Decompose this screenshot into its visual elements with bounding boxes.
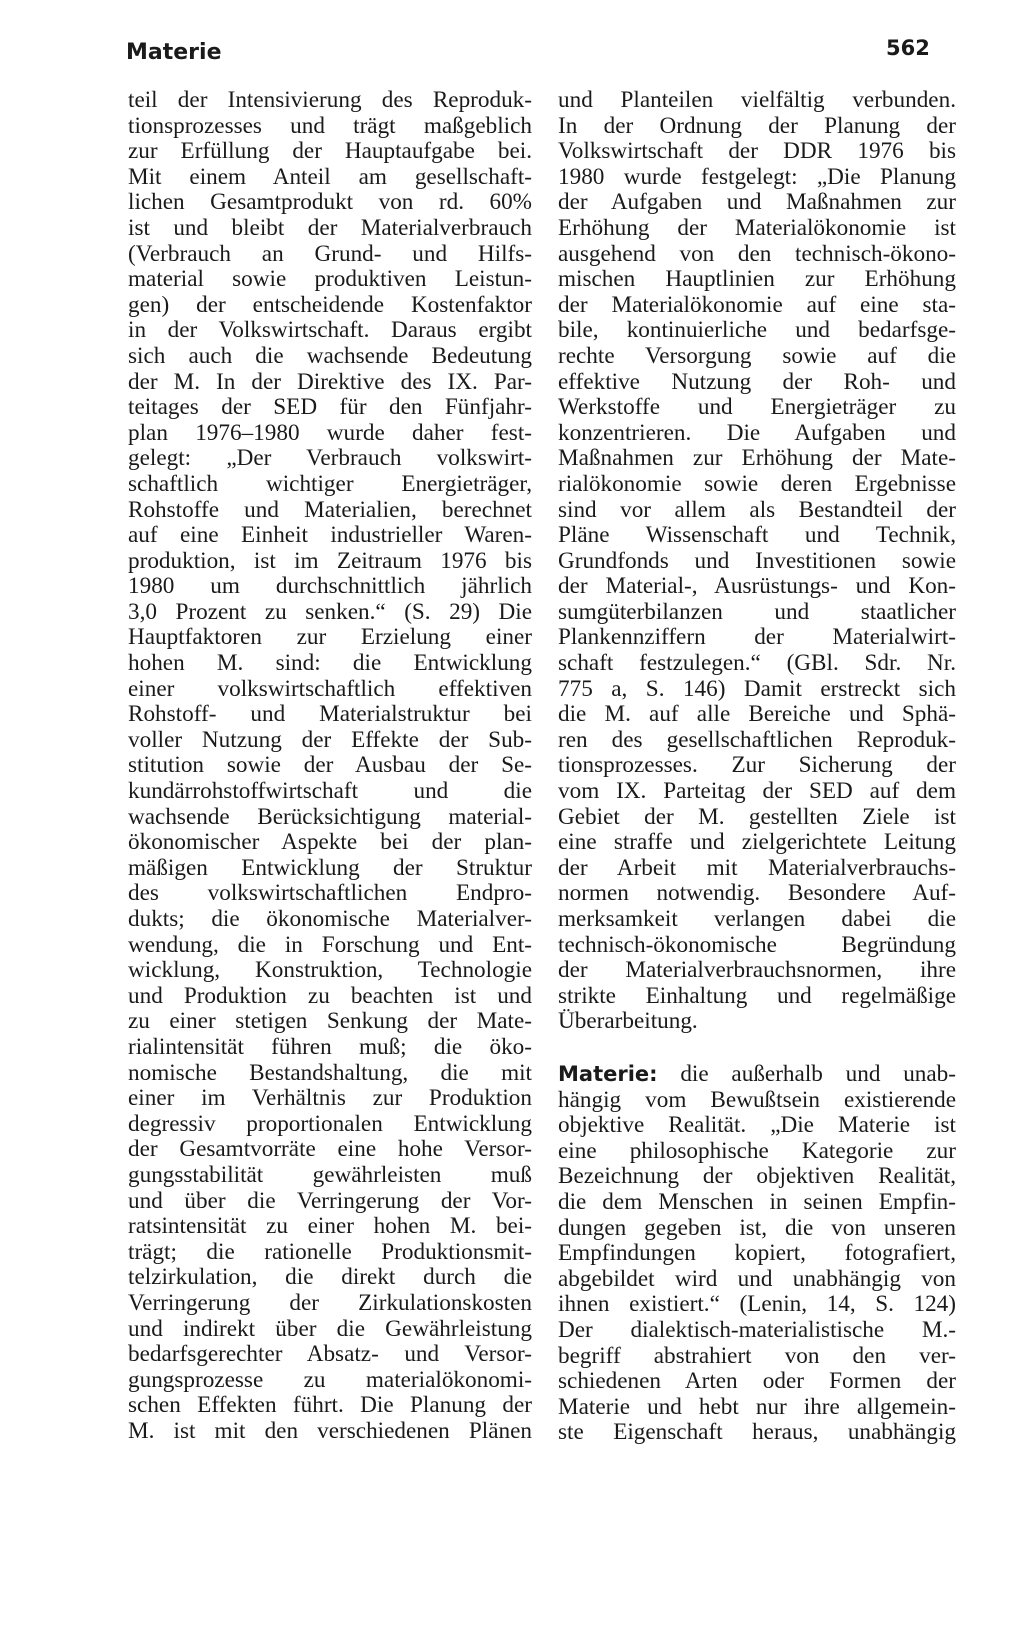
text-line: einer volkswirtschaftlich effektiven [128,676,532,702]
text-line: schaft festzulegen.“ (GBl. Sdr. Nr. [558,651,956,677]
entry-separator [558,1035,956,1062]
text-line: Überarbeitung. [558,1009,698,1035]
text-line: gungsprozesse zu materialökonomi- [128,1367,532,1393]
text-line: Hauptfaktoren zur Erzielung einer [128,625,532,651]
text-line: Materie und hebt nur ihre allgemein- [558,1394,956,1420]
text-line: normen notwendig. Besondere Auf- [558,881,956,907]
text-line: dukts; die ökonomische Materialver- [128,907,532,932]
text-line: mäßigen Entwicklung der Struktur [128,855,532,881]
text-line: Empfindungen kopiert, fotografiert, [558,1241,956,1267]
text-line: abgebildet wird und unabhängig von [558,1266,956,1292]
text-line: Erhöhung der Materialökonomie ist [558,215,956,241]
text-line: telzirkulation, die direkt durch die [128,1265,532,1291]
text-line: der Material-, Ausrüstungs- und Kon- [558,574,956,600]
text-line: Mit einem Anteil am gesellschaft- [128,164,532,190]
text-line: lichen Gesamtprodukt von rd. 60% [128,190,532,216]
text-line: 3,0 Prozent zu senken.“ (S. 29) Die [128,599,532,625]
text-line: rialintensität führen muß; die öko- [128,1034,532,1060]
text-line: sich auch die wachsende Bedeutung [128,343,532,369]
text-line: effektive Nutzung der Roh- und [558,369,956,395]
text-line: Werkstoffe und Energieträger zu [558,395,956,421]
text-line: Grundfonds und Investitionen sowie [558,548,956,574]
text-line: konzentrieren. Die Aufgaben und [558,420,956,446]
text-line: stitution sowie der Ausbau der Se- [128,753,532,779]
text-line: wendung, die in Forschung und Ent- [128,932,532,958]
text-line: der Arbeit mit Materialverbrauchs- [558,855,956,881]
text-line: auf eine Einheit industrieller Waren- [128,523,532,549]
text-line: In der Ordnung der Planung der [558,113,956,139]
text-line: ratsintensität zu einer hohen M. bei- [128,1214,532,1240]
text-line: Rohstoffe und Materialien, berechnet [128,497,532,523]
running-head: Materie [126,40,222,65]
text-line: degressiv proportionalen Entwicklung [128,1111,532,1137]
text-line: ökonomischer Aspekte bei der plan- [128,830,532,856]
text-line: bile, kontinuierliche und bedarfsge- [558,318,956,344]
left-column [128,88,532,1444]
text-line: technisch-ökonomische Begründung [558,932,956,958]
text-line: bedarfsgerechter Absatz- und Versor- [128,1342,532,1368]
text-line: zu einer stetigen Senkung der Mate- [128,1009,532,1035]
text-line: schiedenen Arten oder Formen der [558,1369,956,1395]
text-line: schen Effekten führt. Die Planung der [128,1393,532,1419]
text-line: ren des gesellschaftlichen Reproduk- [558,727,956,753]
text-line: Maßnahmen zur Erhöhung der Mate- [558,446,956,472]
text-line: Der dialektisch-materialistische M.- [558,1317,956,1343]
text-line: rechte Versorgung sowie auf die [558,343,956,369]
text-line: der M. In der Direktive des IX. Par- [128,369,532,395]
text-line: der Materialverbrauchsnormen, ihre [558,958,956,984]
text-line: produktion, ist im Zeitraum 1976 bis [128,548,532,574]
page-number: 562 [886,36,930,60]
text-line: Bezeichnung der objektiven Realität, [558,1164,956,1190]
text-line: 775 a, S. 146) Damit erstreckt sich [558,676,956,702]
text-line: Gebiet der M. gestellten Ziele ist [558,804,956,830]
text-line: eine philosophische Kategorie zur [558,1138,956,1164]
text-line: 1980 um durchschnittlich jährlich [128,574,532,600]
right-column [558,88,956,1446]
text-line: sumgüterbilanzen und staatlicher [558,599,956,625]
text-line: gen) der entscheidende Kostenfaktor [128,292,532,318]
text-line: sind vor allem als Bestandteil der [558,497,956,523]
text-line: einer im Verhältnis zur Produktion [128,1086,532,1112]
text-line: der Aufgaben und Maßnahmen zur [558,190,956,216]
text-line: ihnen existiert.“ (Lenin, 14, S. 124) [558,1292,956,1318]
text-line: hängig vom Bewußtsein existierende [558,1087,956,1113]
text-line: M. ist mit den verschiedenen Plänen [128,1418,532,1444]
entry-first-line [558,1062,956,1088]
text-line: zur Erfüllung der Hauptaufgabe bei. [128,139,532,165]
text-line: und Planteilen vielfältig verbunden. [558,88,956,113]
text-line: begriff abstrahiert von den ver- [558,1343,956,1369]
text-line: schaftlich wichtiger Energieträger, [128,471,532,497]
text-line: plan 1976–1980 wurde daher fest- [128,420,532,446]
text-line: der Materialökonomie auf eine sta- [558,292,956,318]
text-line: teitages der SED für den Fünfjahr- [128,395,532,421]
text-line: hohen M. sind: die Entwicklung [128,651,532,677]
text-line: ist und bleibt der Materialverbrauch [128,215,532,241]
text-line: (Verbrauch an Grund- und Hilfs- [128,241,532,267]
text-line: dungen gegeben ist, die von unseren [558,1215,956,1241]
text-line: 1980 wurde festgelegt: „Die Planung [558,164,956,190]
text-line: eine straffe und zielgerichtete Leitung [558,830,956,856]
text-line: gelegt: „Der Verbrauch volkswirt- [128,446,532,472]
text-line: die dem Menschen in seinen Empfin- [558,1189,956,1215]
text-line: kundärrohstoffwirtschaft und die [128,779,532,805]
text-line: strikte Einhaltung und regelmäßige [558,983,956,1009]
text-line: vom IX. Parteitag der SED auf dem [558,779,956,805]
text-line: objektive Realität. „Die Materie ist [558,1113,956,1139]
entry-headword: Materie: [558,1061,658,1086]
text-line: rialökonomie sowie deren Ergebnisse [558,471,956,497]
text-line: teil der Intensivierung des Reproduk- [128,88,532,113]
text-line: und indirekt über die Gewährleistung [128,1316,532,1342]
text-line: in der Volkswirtschaft. Daraus ergibt [128,318,532,344]
text-line: Volkswirtschaft der DDR 1976 bis [558,139,956,165]
text-line: und Produktion zu beachten ist und [128,983,532,1009]
text-line: mischen Hauptlinien zur Erhöhung [558,267,956,293]
text-line: tionsprozesses und trägt maßgeblich [128,113,532,139]
text-line: die M. auf alle Bereiche und Sphä- [558,702,956,728]
text-line: tionsprozesses. Zur Sicherung der [558,753,956,779]
right-column-continuation [558,88,956,1035]
text-line: ausgehend von den technisch-ökono- [558,241,956,267]
text-line: nomische Bestandshaltung, die mit [128,1060,532,1086]
text-line: Pläne Wissenschaft und Technik, [558,523,956,549]
text-line: voller Nutzung der Effekte der Sub- [128,727,532,753]
text-line: wachsende Berücksichtigung material- [128,804,532,830]
text-line: Verringerung der Zirkulationskosten [128,1290,532,1316]
text-line: trägt; die rationelle Produktionsmit- [128,1239,532,1265]
text-line: und über die Verringerung der Vor- [128,1188,532,1214]
text-line: der Gesamtvorräte eine hohe Versor- [128,1137,532,1163]
text-line: wicklung, Konstruktion, Technologie [128,958,532,984]
text-line: des volkswirtschaftlichen Endpro- [128,881,532,907]
text-line: Rohstoff- und Materialstruktur bei [128,702,532,728]
text-line: merksamkeit verlangen dabei die [558,907,956,932]
text-line: ste Eigenschaft heraus, unabhängig [558,1420,956,1446]
entry-first-line-text: die außerhalb und unab- [657,1061,956,1087]
text-line: Plankennziffern der Materialwirt- [558,625,956,651]
entry-materie-body [558,1088,956,1446]
text-line: gungsstabilität gewährleisten muß [128,1162,532,1188]
text-line: material sowie produktiven Leistun- [128,267,532,293]
